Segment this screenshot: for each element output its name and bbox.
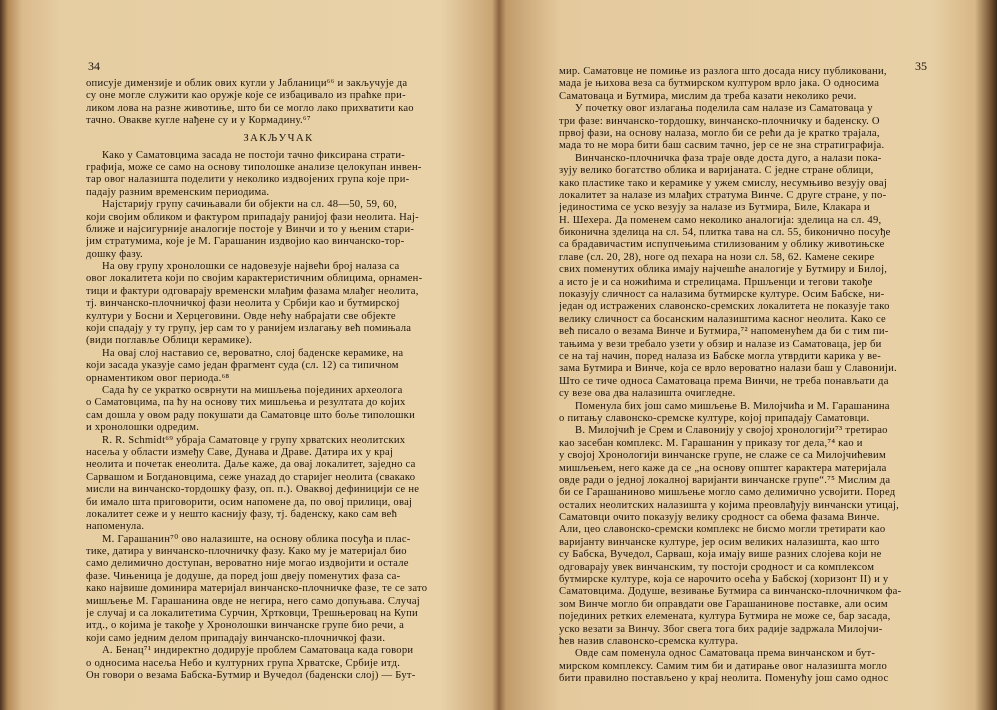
text-line: главе (сл. 20, 28), ноге од пехара на нози сл. 58, 62. Камене секире [559, 251, 875, 263]
text-line: овде ради о једној локалној варијанти винчанске групе“.⁷⁵ Мислим да [559, 474, 891, 486]
text-line: је случај и са локалитетима Сурчин, Хртковци, Трешњеровац на Купи [86, 608, 418, 620]
text-line: како највише доминира материјал винчанско-плочничке фазе, те се зато [86, 583, 428, 595]
text-line: о питању славонско-сремске културе, којој припадају Саматовци. [559, 412, 870, 424]
text-line: мисли на винчанско-тордошку фазу, оп. п.). Оваквој дефиницији се не [86, 484, 420, 496]
text-line: већ писало о везама Винче и Бутмира,⁷² напоменућем да би с тим пи- [559, 326, 889, 338]
text-line: биконична зделица на сл. 54, плитка тава на сл. 55, биконично посуђе [559, 227, 891, 239]
text-line: бити правилно постављено у крај неолита. Поменућу још само однос [559, 673, 889, 685]
text-line: падају разним временским периодима. [86, 186, 270, 198]
text-line: А. Бенац⁷¹ индиректно додирује проблем Саматоваца када говори [102, 645, 414, 657]
text-line: уско везати за Винчу. Због свега тога бих радије задржала Милојчи- [559, 623, 883, 635]
text-line: осталих неолитских налазишта у којима преовлађују винчански утицај, [559, 499, 900, 511]
text-line: Како у Саматовцима засада не постоји тачно фиксирана страти- [102, 149, 406, 161]
text-line: Овде сам поменула однос Саматоваца према винчанском и бут- [575, 648, 876, 660]
text-line: Сарвашом и Богдановцима, сеже унazaд до старијег неолита (свакако [86, 471, 416, 483]
text-line: Саматоваца и Бутмира, мислим да треба казати неколико речи. [559, 90, 857, 102]
text-line: Н. Шехера. Да поменем само неколико аналогија: зделица на сл. 49, [559, 214, 882, 226]
right-page [499, 0, 997, 710]
text-line: првој фази, на основу налаза, могло би се рећи да је кратко трајала, [559, 127, 880, 139]
text-line: На ову групу хронолошки се надовезује највећи број налаза са [102, 261, 400, 273]
text-line: мада то не мора бити баш сасвим тачно, јер се не зна стратиграфија. [559, 140, 885, 152]
text-line: који спадају у ту групу, јер сам то у ранијем излагању већ помињала [86, 323, 412, 335]
page-number: 35 [915, 59, 927, 73]
page-text-block [559, 66, 939, 686]
text-line: мишљење М. Гарашанина овде не негира, него само допуњава. Случај [86, 595, 420, 607]
text-line: М. Гарашанин⁷⁰ ово налазиште, на основу облика посуђа и плас- [102, 533, 411, 545]
text-line: зама Бутмира и Винче, која се врло вероватно налази баш у Славонији. [559, 363, 897, 375]
text-line: тике, датира у винчанско-плочничку фазу. Како му је материјал био [86, 546, 407, 558]
text-line: Винчанско-плочничка фаза траје овде доста дуго, а налази пока- [575, 152, 882, 164]
text-line: са брадавичастим испупчењима стилизованим у облику животињске [559, 239, 885, 251]
text-line: култури у Босни и Херцеговини. Овде нећу набрајати све објекте [86, 310, 396, 322]
text-line: итд., о којима је такође у Хронолошки винчанске групе био речи, а [86, 620, 405, 632]
text-line: и хронолошки одредим. [86, 422, 200, 434]
text-line: показују сличност са налазима бутмирске културе. Осим Бабске, ни- [559, 289, 885, 301]
text-line: У почетку овог излагања поделила сам налазе из Саматоваца у [575, 103, 873, 115]
text-line: тици и фактури одговарају временски млађим фазама млађег неолита, [86, 285, 419, 297]
text-line: Саматовци очито показују велику сродност са обема фазама Винче. [559, 512, 880, 524]
text-line: (види поглавље Облици керамике). [86, 335, 253, 347]
text-line: описује димензије и облик ових кугли у Јабланици⁶⁶ и закључује да [86, 78, 408, 89]
text-line: Поменула бих још само мишљење В. Милојчића и М. Гарашанина [575, 400, 890, 412]
text-line: Али, цео славонско-сремски комплекс не бисмо могли третирати као [559, 524, 886, 536]
text-line: свих поменутих облика имају најчешће аналогије у Бутмиру и Билој, [559, 264, 888, 276]
text-line: само делимично доступан, вероватно није могао издвојити и остале [86, 558, 409, 570]
page-number: 34 [88, 59, 100, 73]
text-line: локалитет за налазе из млађих стратума Винче. С друге стране, у по- [559, 189, 887, 201]
text-line: јединостима се уско везују за налазе из Бутмира, Биле, Клакара и [559, 202, 870, 214]
text-line: R. R. Schmidt⁶⁹ убраја Саматовце у групу хрватских неолитских [102, 434, 406, 446]
text-line: ликом лова на разне животиње, што би се могло лако прихватити као [86, 102, 414, 114]
text-line: у својој Хронологији винчанске групе, не слаже се са Милојчићевим [559, 450, 886, 462]
text-line: су везе ова два налазишта очигледне. [559, 388, 736, 400]
text-line: бутмирске културе, која се нарочито осећа у Бабској (хоризонт II) и у [559, 574, 889, 586]
text-line: како пластике тако и керамике у ужем смислу, несумњиво везују овај [559, 177, 888, 189]
text-line: зом Винче могло би оправдати ове Гарашанинове поставке, али осим [559, 598, 888, 610]
text-line: јим стратумима, које је М. Гарашанин издвојио као винчанско-тор- [86, 236, 405, 248]
text-line: мишљењем, него каже да се „на основу општег карактера материјала [559, 462, 887, 474]
text-line: ћев назив славонско-сремска култура. [559, 635, 739, 647]
text-line: би се Гарашаниново мишљење могло само делимично усвојити. Поред [559, 487, 896, 499]
text-line: су Бабска, Вучедол, Сарваш, која имају више разних слојева који не [559, 549, 882, 561]
text-line: тј. винчанско-плочничкој фази неолита у Србији као и бутмирској [86, 298, 400, 310]
section-heading: ЗАКЉУЧАК [243, 132, 314, 144]
text-line: ближе и најсигурније аналогије постоје у Винчи и то у њеним стари- [86, 223, 415, 235]
text-line: зују велико богатство облика и варијаната. С једне стране облици, [559, 165, 874, 177]
text-line: тачно. Овакве кугле нађене су и у Кормадину.⁶⁷ [86, 115, 311, 127]
text-line: један од истражених славонско-сремских локалитета не показује тако [559, 301, 890, 313]
text-line: графија, може се само на основу типолошке анализе целокупан инвен- [86, 161, 422, 173]
text-line: се на тај начин, поред налаза из Бабске могла утврдити карика у ве- [559, 350, 882, 362]
text-line: тањима у вези требало узети у обзир и налазе из Саматоваца, јер би [559, 338, 882, 350]
page-text-block [86, 78, 471, 682]
text-line: би имало шта приговорити, осим напомене да, по овој прилици, овај [86, 496, 413, 508]
text-line: а исто је и са ножићима и стрелицама. Пршљенци и тегови такође [559, 276, 873, 288]
text-line: мада је њихова веза са бутмирском културом врло јака. О односима [559, 78, 880, 90]
text-line: напоменула. [86, 521, 145, 533]
text-line: мир. Саматовце не помиње из разлога што досада нису публиковани, [559, 66, 887, 77]
text-line: као засебан комплекс. М. Гарашанин у приказу тог дела,⁷⁴ као и [559, 437, 863, 449]
text-line: локалитет сеже и у нешто каснију фазу, тј. баденску, како сам већ [86, 508, 398, 520]
text-line: тар овог налазишта поделити у неколико издвојених група које при- [86, 174, 410, 186]
text-line: велику сличност са босанским налазиштима касног неолита. Како се [559, 313, 886, 325]
text-line: неолита и почетак енеолита. Даље каже, да овај локалитет, заједно са [86, 459, 416, 471]
text-line: фазе. Чињеница је додуше, да поред још двеју поменутих фаза са- [86, 570, 401, 582]
text-line: насеља у области између Саве, Дунава и Драве. Датира их у крај [86, 446, 394, 458]
text-line: Он говори о везама Бабска-Бутмир и Вучедол (баденски слој) — Бут- [86, 669, 416, 681]
text-line: Саматовцима. Додуше, везивање Бутмира са винчанско-плочничком фа- [559, 586, 902, 598]
text-line: Што се тиче односа Саматоваца према Винчи, не треба понављати да [559, 375, 889, 387]
text-line: овог локалитета који по својим карактеристичним облицима, орнамен- [86, 273, 423, 285]
text-line: о Саматовцима, па ћу на основу тих мишљења и резултата до којих [86, 397, 406, 409]
text-line: варијанту винчанске културе, јер осим великих налазишта, као што [559, 536, 880, 548]
text-line: који засада указује само један фрагмент суда (сл. 12) са типичном [86, 360, 399, 372]
left-page [0, 0, 498, 710]
text-line: сам дошла у овом раду покушати да Саматовце што боље типолошки [86, 409, 416, 421]
text-line: дошку фазу. [86, 248, 143, 260]
text-line: мирском комплексу. Самим тим би и датирање овог налазишта могло [559, 660, 887, 672]
text-line: појединих ретких елемената, култура Бутмира не може се, бар засада, [559, 611, 891, 623]
text-line: В. Милојчић је Срем и Славонију у својој хронологији⁷³ третирао [575, 425, 888, 437]
text-line: Сада ћу се укратко осврнути на мишљења појединих археолога [102, 384, 403, 396]
text-line: Најстарију групу сачињавали би објекти на сл. 48—50, 59, 60, [102, 199, 397, 211]
text-line: одговарају увек винчанским, ту постоји сродност и са комплексом [559, 561, 875, 573]
text-line: који само једним делом припадају винчанско-плочничкој фази. [86, 632, 386, 644]
text-line: су оне могле служити као оружје које се избацивало из праћке при- [86, 90, 406, 102]
text-line: који својим обликом и фактуром припадају ранијој фази неолита. Нај- [86, 211, 419, 223]
text-line: орнаментиком овог периода.⁶⁸ [86, 372, 230, 384]
text-line: На овај слој наставио се, вероватно, слој баденске керамике, на [102, 347, 404, 359]
text-line: три фазе: винчанско-тордошку, винчанско-плочничку и баденску. О [559, 115, 880, 127]
text-line: о односима насеља Небо и културних група Хрватске, Србије итд. [86, 657, 401, 669]
